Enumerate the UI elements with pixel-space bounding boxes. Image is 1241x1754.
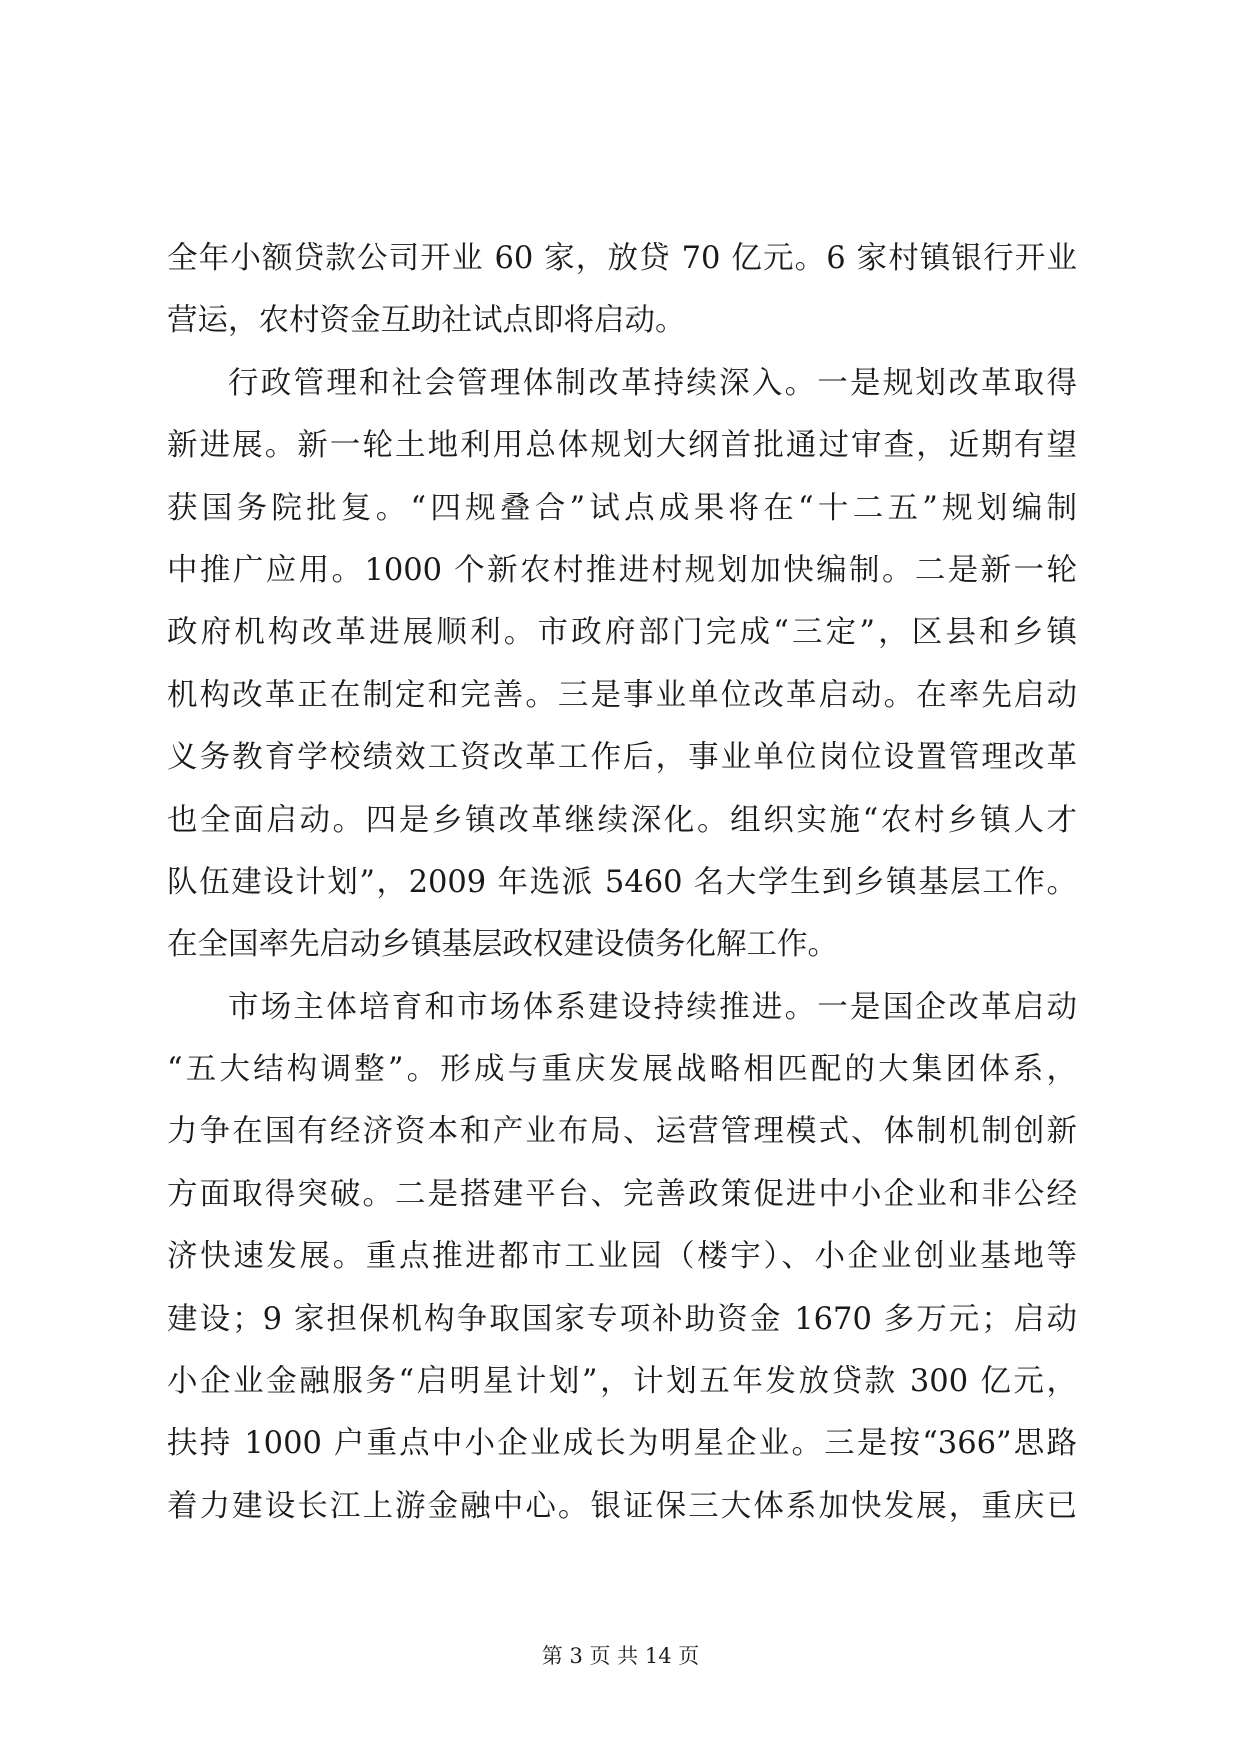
text-line: 济快速发展。重点推进都市工业园（楼宇）、小企业创业基地等 — [167, 1239, 1077, 1275]
text-line: 建设；9 家担保机构争取国家专项补助资金 1670 多万元；启动 — [167, 1301, 1077, 1337]
text-line: 在全国率先启动乡镇基层政权建设债务化解工作。 — [167, 927, 838, 963]
text-line: 中推广应用。1000 个新农村推进村规划加快编制。二是新一轮 — [167, 552, 1077, 588]
text-line: 扶持 1000 户重点中小企业成长为明星企业。三是按“366”思路 — [167, 1426, 1077, 1462]
text-line: 也全面启动。四是乡镇改革继续深化。组织实施“农村乡镇人才 — [167, 802, 1077, 838]
text-line: 着力建设长江上游金融中心。银证保三大体系加快发展，重庆已 — [167, 1488, 1077, 1524]
text-line: 机构改革正在制定和完善。三是事业单位改革启动。在率先启动 — [167, 677, 1077, 713]
text-line: 方面取得突破。二是搭建平台、完善政策促进中小企业和非公经 — [167, 1176, 1077, 1212]
text-line: 全年小额贷款公司开业 60 家，放贷 70 亿元。6 家村镇银行开业 — [167, 241, 1077, 276]
paragraph-first-line: 行政管理和社会管理体制改革持续深入。一是规划改革取得 — [228, 365, 1077, 401]
text-line: 小企业金融服务“启明星计划”，计划五年发放贷款 300 亿元， — [167, 1364, 1077, 1400]
page-number-footer: 第 3 页 共 14 页 — [541, 1644, 700, 1668]
text-line: 队伍建设计划”，2009 年选派 5460 名大学生到乡镇基层工作。 — [167, 864, 1077, 900]
text-line: 营运，农村资金互助社试点即将启动。 — [167, 303, 686, 339]
document-body — [167, 228, 1077, 1538]
text-line: 义务教育学校绩效工资改革工作后，事业单位岗位设置管理改革 — [167, 740, 1077, 776]
text-line: 获国务院批复。“四规叠合”试点成果将在“十二五”规划编制 — [167, 490, 1077, 526]
paragraph-first-line: 市场主体培育和市场体系建设持续推进。一是国企改革启动 — [228, 989, 1077, 1025]
text-line: 新进展。新一轮土地利用总体规划大纲首批通过审查，近期有望 — [167, 428, 1077, 464]
text-line: 政府机构改革进展顺利。市政府部门完成“三定”，区县和乡镇 — [167, 615, 1077, 651]
text-line: “五大结构调整”。形成与重庆发展战略相匹配的大集团体系， — [167, 1052, 1077, 1088]
text-line: 力争在国有经济资本和产业布局、运营管理模式、体制机制创新 — [167, 1114, 1077, 1150]
